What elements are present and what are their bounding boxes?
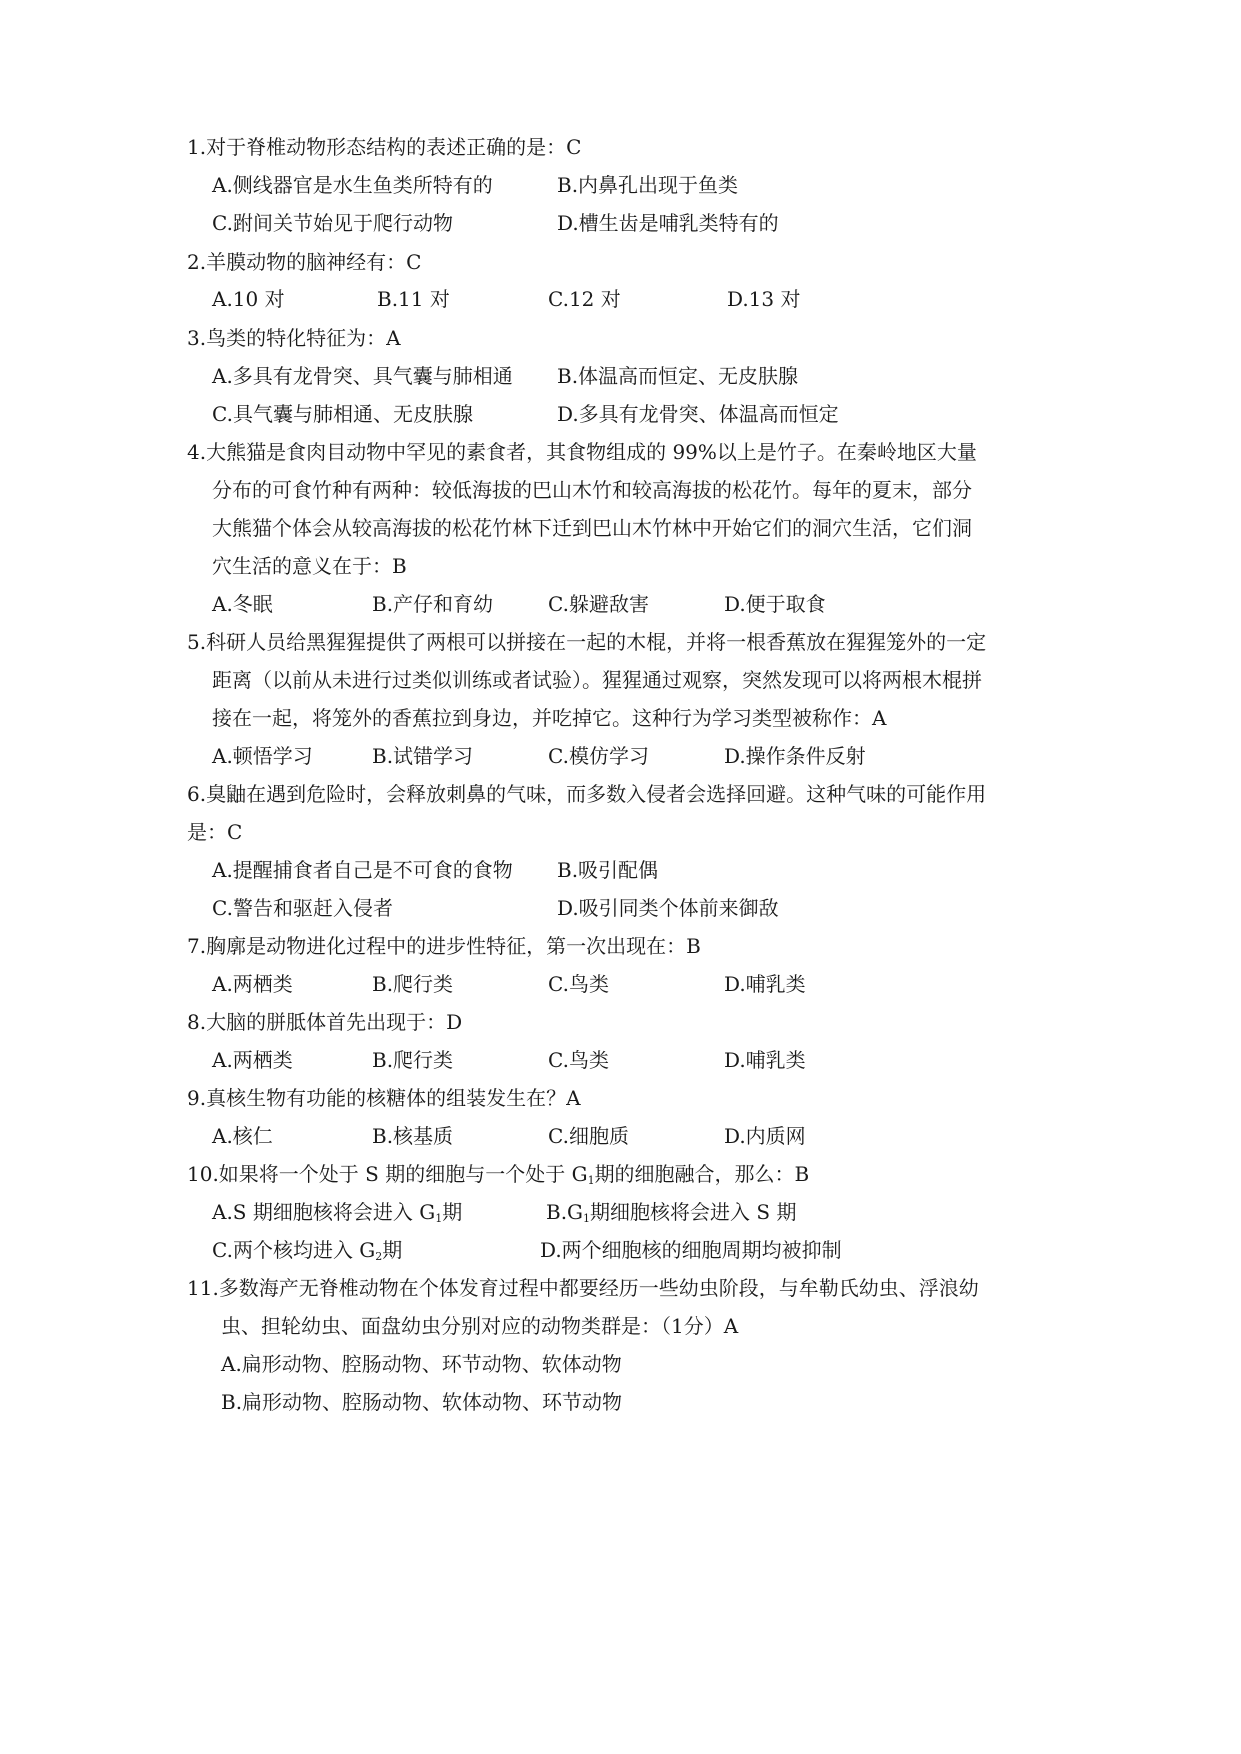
- question-4-option-b: B.产仔和育幼: [372, 592, 494, 616]
- question-4-option-d: D.便于取食: [724, 592, 826, 616]
- question-5-option-d: D.操作条件反射: [724, 744, 866, 768]
- question-6-stem-line-1: 6.臭鼬在遇到危险时，会释放刺鼻的气味，而多数入侵者会选择回避。这种气味的可能作用: [187, 782, 987, 806]
- question-3-option-c: C.具气囊与肺相通、无皮肤腺: [212, 402, 473, 426]
- question-10-stem: 10.如果将一个处于 S 期的细胞与一个处于 $G_1$期的细胞融合，那么：B: [187, 1162, 810, 1187]
- question-5-option-b: B.试错学习: [372, 744, 474, 768]
- question-5-stem-line-2: 距离（以前从未进行过类似训练或者试验）。猩猩通过观察，突然发现可以将两根木棍拼: [212, 668, 982, 692]
- question-10-option-c: C.两个核均进入 $G_2$期: [212, 1238, 403, 1263]
- question-7-option-b: B.爬行类: [372, 972, 454, 996]
- question-4-option-c: C.躲避敌害: [548, 592, 649, 616]
- question-5-option-a: A.顿悟学习: [212, 744, 313, 768]
- question-3-stem: 3.鸟类的特化特征为：A: [187, 326, 401, 350]
- question-11-option-a: A.扁形动物、腔肠动物、环节动物、软体动物: [221, 1352, 622, 1376]
- question-7-option-c: C.鸟类: [548, 972, 609, 996]
- question-5-stem-line-3: 接在一起，将笼外的香蕉拉到身边，并吃掉它。这种行为学习类型被称作：A: [212, 706, 887, 730]
- question-4-stem-line-2: 分布的可食竹种有两种：较低海拔的巴山木竹和较高海拔的松花竹。每年的夏末，部分: [212, 478, 972, 502]
- question-7-option-a: A.两栖类: [212, 972, 293, 996]
- question-8-option-b: B.爬行类: [372, 1048, 454, 1072]
- question-8-option-a: A.两栖类: [212, 1048, 293, 1072]
- question-9-stem: 9.真核生物有功能的核糖体的组装发生在？A: [187, 1086, 581, 1110]
- question-4-option-a: A.冬眠: [212, 592, 273, 616]
- question-8-stem: 8.大脑的胼胝体首先出现于：D: [187, 1010, 463, 1034]
- question-9-option-b: B.核基质: [372, 1124, 454, 1148]
- question-9-option-c: C.细胞质: [548, 1124, 629, 1148]
- question-6-option-a: A.提醒捕食者自己是不可食的食物: [212, 858, 513, 882]
- question-8-option-c: C.鸟类: [548, 1048, 609, 1072]
- question-9-option-d: D.内质网: [724, 1124, 806, 1148]
- question-2-option-a: A.10 对: [212, 287, 285, 311]
- question-11-stem-line-1: 11.多数海产无脊椎动物在个体发育过程中都要经历一些幼虫阶段，与牟勒氏幼虫、浮浪幼: [187, 1276, 979, 1300]
- question-5-stem-line-1: 5.科研人员给黑猩猩提供了两根可以拼接在一起的木棍，并将一根香蕉放在猩猩笼外的一定: [187, 630, 987, 654]
- question-1-stem: 1.对于脊椎动物形态结构的表述正确的是：C: [187, 135, 582, 159]
- question-1-option-d: D.槽生齿是哺乳类特有的: [557, 211, 779, 235]
- question-11-stem-line-2: 虫、担轮幼虫、面盘幼虫分别对应的动物类群是：（1分）A: [221, 1314, 739, 1338]
- question-4-stem-line-3: 大熊猫个体会从较高海拔的松花竹林下迁到巴山木竹林中开始它们的洞穴生活，它们洞: [212, 516, 972, 540]
- question-4-stem-line-1: 4.大熊猫是食肉目动物中罕见的素食者，其食物组成的 99%以上是竹子。在秦岭地区大量: [187, 440, 977, 464]
- question-6-stem-line-2: 是：C: [187, 820, 243, 844]
- question-3-option-a: A.多具有龙骨突、具气囊与肺相通: [212, 364, 513, 388]
- question-6-option-b: B.吸引配偶: [557, 858, 659, 882]
- question-2-option-c: C.12 对: [548, 287, 621, 311]
- question-3-option-d: D.多具有龙骨突、体温高而恒定: [557, 402, 839, 426]
- question-1-option-a: A.侧线器官是水生鱼类所特有的: [212, 173, 493, 197]
- question-8-option-d: D.哺乳类: [724, 1048, 806, 1072]
- question-2-option-b: B.11 对: [377, 287, 450, 311]
- question-10-option-b: $B.G_1$期细胞核将会进入 S 期: [546, 1200, 797, 1225]
- question-6-option-d: D.吸引同类个体前来御敌: [557, 896, 779, 920]
- question-2-stem: 2.羊膜动物的脑神经有：C: [187, 250, 422, 274]
- question-5-option-c: C.模仿学习: [548, 744, 649, 768]
- question-4-stem-line-4: 穴生活的意义在于：B: [212, 554, 407, 578]
- question-2-option-d: D.13 对: [727, 287, 801, 311]
- question-10-option-a: A.S 期细胞核将会进入 $G_1$期: [212, 1200, 463, 1225]
- question-3-option-b: B.体温高而恒定、无皮肤腺: [557, 364, 799, 388]
- question-7-stem: 7.胸廓是动物进化过程中的进步性特征，第一次出现在：B: [187, 934, 701, 958]
- question-6-option-c: C.警告和驱赶入侵者: [212, 896, 393, 920]
- question-1-option-b: B.内鼻孔出现于鱼类: [557, 173, 739, 197]
- question-10-option-d: D.两个细胞核的细胞周期均被抑制: [540, 1238, 842, 1262]
- question-1-option-c: C.跗间关节始见于爬行动物: [212, 211, 453, 235]
- question-11-option-b: B.扁形动物、腔肠动物、软体动物、环节动物: [221, 1390, 623, 1414]
- question-7-option-d: D.哺乳类: [724, 972, 806, 996]
- question-9-option-a: A.核仁: [212, 1124, 273, 1148]
